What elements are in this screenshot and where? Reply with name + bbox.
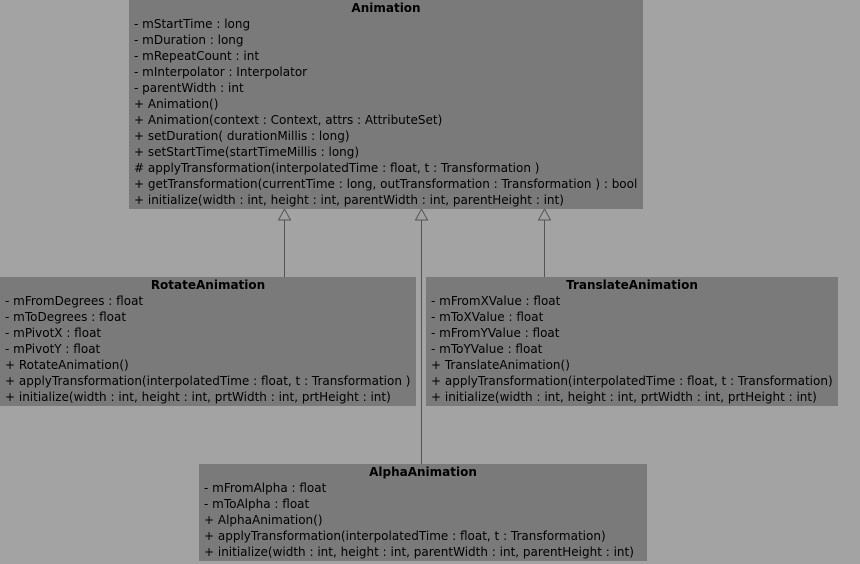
- class-member: + applyTransformation(interpolatedTime : float, t : Transformation): [204, 529, 606, 543]
- class-member: + Animation(): [134, 97, 219, 111]
- class-member: - mDuration : long: [134, 33, 244, 47]
- class-translate-animation[interactable]: [426, 277, 838, 406]
- class-rotate-animation[interactable]: [0, 277, 416, 406]
- class-member: - mToAlpha : float: [204, 497, 310, 511]
- class-member: - mPivotY : float: [5, 342, 101, 356]
- class-title: RotateAnimation: [150, 278, 266, 292]
- class-member: # applyTransformation(interpolatedTime : float, t : Transformation ): [134, 161, 540, 175]
- class-member: + getTransformation(currentTime : long, outTransformation : Transformation ) : bool: [134, 177, 638, 191]
- class-member: + initialize(width : int, height : int, prtWidth : int, prtHeight : int): [431, 390, 817, 404]
- class-title: Animation: [351, 1, 421, 15]
- class-member: - mFromAlpha : float: [204, 481, 327, 495]
- inheritance-arrow-rotate: [279, 209, 291, 220]
- class-member: - mInterpolator : Interpolator: [134, 65, 308, 79]
- class-member: + AlphaAnimation(): [204, 513, 323, 527]
- class-member: + TranslateAnimation(): [431, 358, 570, 372]
- class-member: - mRepeatCount : int: [134, 49, 260, 63]
- class-member: + initialize(width : int, height : int, prtWidth : int, prtHeight : int): [5, 390, 391, 404]
- class-member: - mFromXValue : float: [431, 294, 561, 308]
- class-title: AlphaAnimation: [369, 465, 477, 479]
- class-member: + applyTransformation(interpolatedTime : float, t : Transformation): [431, 374, 833, 388]
- class-member: - mToDegrees : float: [5, 310, 127, 324]
- class-member: + initialize(width : int, height : int, parentWidth : int, parentHeight : int): [204, 545, 634, 559]
- class-member: + initialize(width : int, height : int, parentWidth : int, parentHeight : int): [134, 193, 564, 207]
- class-member: + setDuration( durationMillis : long): [134, 129, 350, 143]
- class-member: + applyTransformation(interpolatedTime : float, t : Transformation ): [5, 374, 411, 388]
- class-member: + setStartTime(startTimeMillis : long): [134, 145, 360, 159]
- class-member: - parentWidth : int: [134, 81, 244, 95]
- class-member: + Animation(context : Context, attrs : AttributeSet): [134, 113, 443, 127]
- class-member: - mStartTime : long: [134, 17, 251, 31]
- class-member: - mToXValue : float: [431, 310, 544, 324]
- class-member: - mFromDegrees : float: [5, 294, 144, 308]
- inheritance-arrow-translate: [539, 209, 551, 220]
- class-member: - mToYValue : float: [431, 342, 543, 356]
- class-alpha-animation[interactable]: [199, 464, 647, 561]
- inheritance-arrow-alpha: [416, 209, 428, 220]
- class-member: + RotateAnimation(): [5, 358, 129, 372]
- class-member: - mFromYValue : float: [431, 326, 560, 340]
- class-title: TranslateAnimation: [566, 278, 698, 292]
- class-animation[interactable]: [129, 0, 643, 209]
- class-member: - mPivotX : float: [5, 326, 102, 340]
